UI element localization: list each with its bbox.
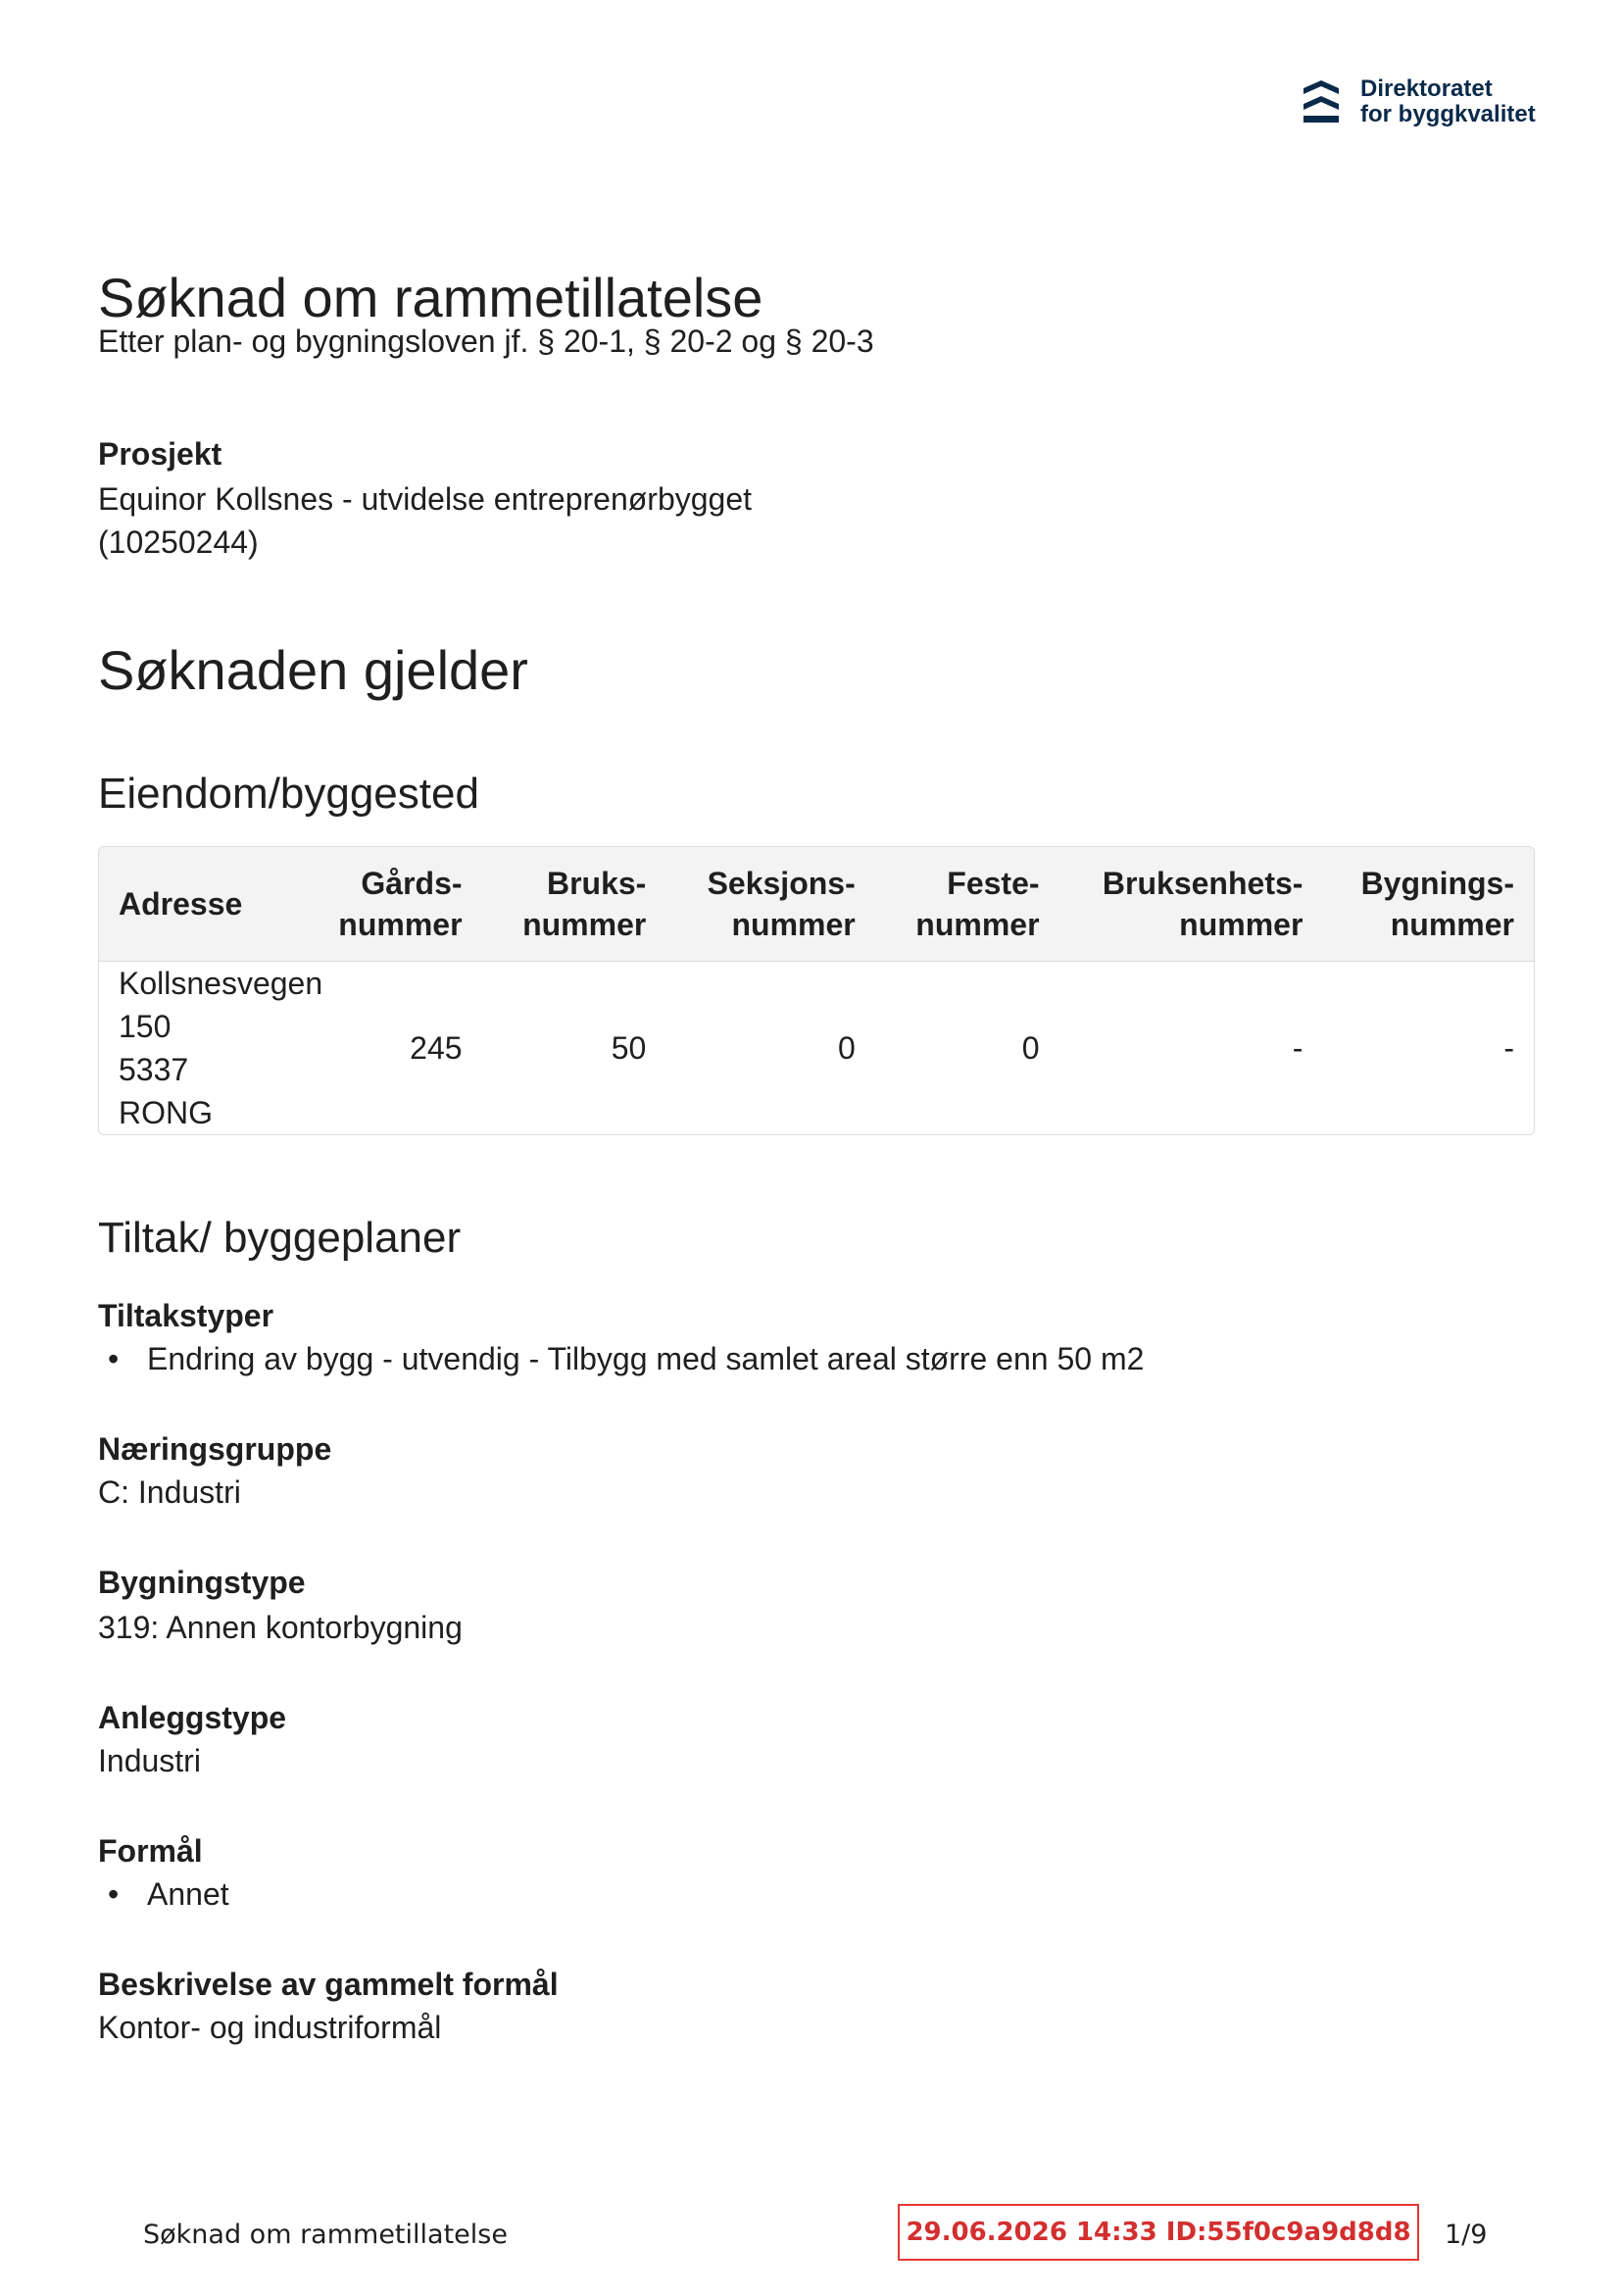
bygningstype-value: 319: Annen kontorbygning	[98, 1610, 463, 1645]
column-header-adresse: Adresse	[119, 885, 243, 922]
bygningstype-label: Bygningstype	[98, 1565, 306, 1600]
cell-bygningsnummer: -	[1503, 1029, 1514, 1066]
document-subtitle: Etter plan- og bygningsloven jf. § 20-1, § 20-2 og § 20-3	[98, 324, 874, 359]
project-label: Prosjekt	[98, 436, 222, 472]
gammelt-formaal-value: Kontor- og industriformål	[98, 2010, 442, 2045]
bullet-icon: •	[108, 1876, 120, 1912]
table-row	[99, 961, 1534, 1134]
document-title: Søknad om rammetillatelse	[98, 267, 763, 328]
cell-bruksenhetsnummer: -	[1292, 1029, 1303, 1066]
tiltakstyper-label: Tiltakstyper	[98, 1298, 274, 1333]
naeringsgruppe-value: C: Industri	[98, 1474, 241, 1510]
column-header-bruksenhetsnummer: Bruksenhets- nummer	[1102, 865, 1303, 942]
table-header-row	[99, 847, 1534, 961]
tiltak-heading: Tiltak/ byggeplaner	[98, 1214, 462, 1262]
list-item: • Annet	[108, 1872, 229, 1916]
directorate-logo	[1302, 76, 1536, 127]
gammelt-formaal-label: Beskrivelse av gammelt formål	[98, 1967, 559, 2002]
anleggstype-value: Industri	[98, 1743, 201, 1778]
logo-text	[1360, 76, 1536, 127]
formaal-label: Formål	[98, 1833, 203, 1869]
cell-festenummer: 0	[1021, 1029, 1040, 1066]
naeringsgruppe-label: Næringsgruppe	[98, 1431, 332, 1467]
cell-gardsnummer: 245	[410, 1029, 463, 1066]
property-heading: Eiendom/byggested	[98, 770, 479, 818]
section-title: Søknaden gjelder	[98, 639, 528, 701]
logo-icon	[1302, 78, 1341, 125]
timestamp-id-stamp: 29.06.2026 14:33 ID:55f0c9a9d8d8	[898, 2204, 1419, 2261]
logo-line-1: Direktoratet	[1360, 75, 1493, 102]
logo-line-2: for byggkvalitet	[1360, 101, 1536, 127]
project-name: Equinor Kollsnes - utvidelse entreprenørbygget	[98, 481, 753, 517]
column-header-festenummer: Feste- nummer	[915, 865, 1040, 942]
column-header-bruksnummer: Bruks- nummer	[522, 865, 647, 942]
cell-seksjonsnummer: 0	[837, 1029, 856, 1066]
column-header-gardsnummer: Gårds- nummer	[338, 865, 463, 942]
project-number: (10250244)	[98, 524, 259, 560]
property-table	[98, 846, 1535, 1135]
page-number: 1/9	[1445, 2220, 1488, 2250]
cell-adresse: Kollsnesvegen 150 5337 RONG	[119, 965, 323, 1130]
column-header-seksjonsnummer: Seksjons- nummer	[707, 865, 856, 942]
column-header-bygningsnummer: Bygnings- nummer	[1360, 865, 1514, 942]
anleggstype-label: Anleggstype	[98, 1700, 287, 1735]
list-item: • Endring av bygg - utvendig - Tilbygg med samlet areal større enn 50 m2	[108, 1337, 1144, 1380]
footer-title: Søknad om rammetillatelse	[143, 2220, 508, 2250]
bullet-icon: •	[108, 1341, 120, 1376]
cell-bruksnummer: 50	[611, 1029, 647, 1066]
